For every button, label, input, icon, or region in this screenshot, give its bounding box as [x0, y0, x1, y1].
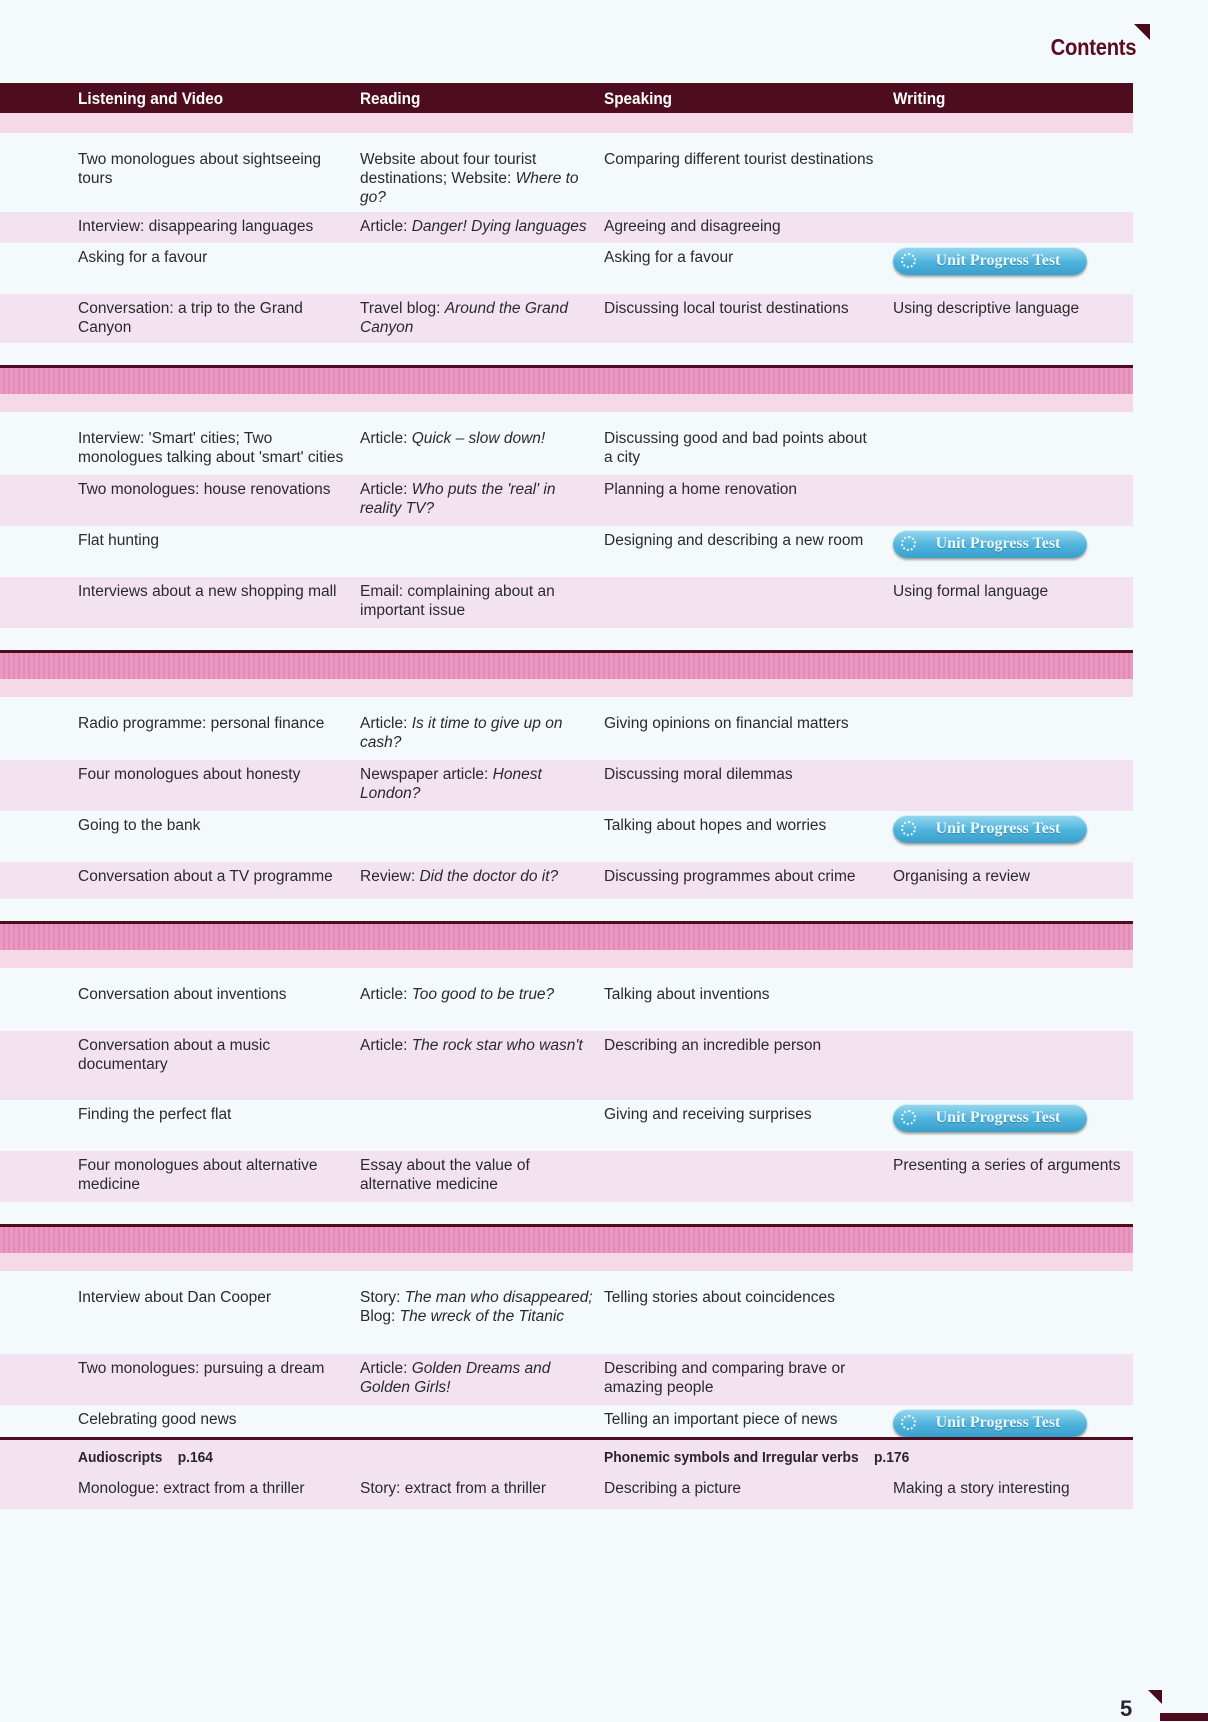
table-row	[0, 980, 1133, 1031]
writing-cell: Using descriptive language	[893, 300, 1080, 317]
table-row	[0, 811, 1133, 862]
reading-title: Too good to be true?	[411, 986, 555, 1003]
progress-icon	[901, 253, 916, 268]
speaking-cell: Talking about inventions	[604, 986, 770, 1003]
speaking-cell: Discussing good and bad points about a city	[604, 430, 867, 466]
audioscripts-page: p.164	[177, 1449, 213, 1466]
reading-cell	[360, 1479, 595, 1498]
reading-title: Danger! Dying languages	[411, 218, 587, 235]
table-row	[0, 294, 1133, 343]
reading-text: Article:	[360, 218, 412, 235]
bottom-bar	[1160, 1713, 1208, 1721]
reading-text: Review:	[360, 868, 420, 885]
reading-cell	[360, 765, 595, 803]
table-row	[0, 1031, 1133, 1100]
reading-text: Story: extract from a thriller	[360, 1480, 547, 1497]
listening-cell: Conversation about inventions	[78, 986, 287, 1003]
unit-band	[0, 113, 1133, 133]
contents-table	[0, 83, 1133, 1509]
listening-cell: Two monologues about sightseeing tours	[78, 151, 321, 187]
listening-cell: Interviews about a new shopping mall	[78, 583, 337, 600]
unit-block	[0, 343, 1133, 628]
reading-text: Article:	[360, 715, 412, 732]
speaking-cell: Telling an important piece of news	[604, 1411, 838, 1428]
phonemic-symbols-label: Phonemic symbols and Irregular verbs	[604, 1449, 859, 1466]
unit-progress-test-label: Unit Progress Test	[935, 1109, 1061, 1126]
table-row	[0, 243, 1133, 294]
progress-icon	[901, 536, 916, 551]
progress-icon	[901, 1110, 916, 1125]
reading-title: The wreck of the Titanic	[399, 1308, 565, 1325]
unit-band	[0, 368, 1133, 394]
reading-cell	[360, 480, 595, 518]
unit-progress-test-button[interactable]	[893, 247, 1087, 275]
spacer	[0, 697, 1133, 709]
speaking-cell: Discussing programmes about crime	[604, 868, 856, 885]
listening-cell: Interview: disappearing languages	[78, 218, 314, 235]
table-row	[0, 709, 1133, 760]
spacer	[0, 412, 1133, 424]
listening-cell: Celebrating good news	[78, 1411, 237, 1428]
reading-text: Article:	[360, 481, 412, 498]
listening-cell: Going to the bank	[78, 817, 201, 834]
listening-cell: Conversation about a TV programme	[78, 868, 333, 885]
reading-cell	[360, 867, 595, 886]
unit-progress-test-button[interactable]	[893, 1104, 1087, 1132]
unit-block	[0, 899, 1133, 1202]
reading-title: Is it time to give up on cash?	[360, 715, 563, 751]
table-row	[0, 1151, 1133, 1202]
reading-title: Quick – slow down!	[411, 430, 546, 447]
progress-icon	[901, 1415, 916, 1430]
spacer	[0, 628, 1133, 650]
listening-cell: Interview: 'Smart' cities; Two monologues talking about 'smart' cities	[78, 430, 344, 466]
speaking-cell: Describing a picture	[604, 1480, 741, 1497]
speaking-cell: Designing and describing a new room	[604, 532, 864, 549]
unit-progress-test-label: Unit Progress Test	[935, 820, 1061, 837]
listening-cell: Flat hunting	[78, 532, 159, 549]
speaking-cell: Planning a home renovation	[604, 481, 798, 498]
spacer	[0, 899, 1133, 921]
writing-cell: Organising a review	[893, 868, 1030, 885]
listening-cell: Two monologues: house renovations	[78, 481, 331, 498]
reading-cell	[360, 299, 595, 337]
reading-text: Story:	[360, 1289, 405, 1306]
spacer	[0, 1202, 1133, 1224]
unit-progress-test-label: Unit Progress Test	[935, 1414, 1061, 1431]
unit-band	[0, 1227, 1133, 1253]
reading-text: Email: complaining about an important issue	[360, 583, 555, 619]
spacer	[0, 133, 1133, 145]
page-title: Contents	[1050, 34, 1136, 60]
reading-text: Article:	[360, 430, 412, 447]
speaking-cell: Giving opinions on financial matters	[604, 715, 849, 732]
reading-cell	[360, 582, 595, 620]
unit-progress-test-button[interactable]	[893, 1409, 1087, 1437]
listening-cell: Conversation about a music documentary	[78, 1037, 271, 1073]
reading-title: Golden Dreams and Golden Girls!	[360, 1360, 551, 1396]
table-row	[0, 1474, 1133, 1509]
listening-cell: Four monologues about honesty	[78, 766, 301, 783]
speaking-cell: Discussing local tourist destinations	[604, 300, 849, 317]
page-corner-marker	[1148, 1690, 1162, 1704]
column-header-speaking: Speaking	[604, 89, 673, 108]
reading-cell	[360, 1359, 595, 1397]
reading-title: Did the doctor do it?	[419, 868, 559, 885]
unit-progress-test-button[interactable]	[893, 815, 1087, 843]
page-number: 5	[1120, 1696, 1133, 1721]
table-row	[0, 475, 1133, 526]
listening-cell: Asking for a favour	[78, 249, 208, 266]
table-row	[0, 526, 1133, 577]
speaking-cell: Asking for a favour	[604, 249, 734, 266]
spacer	[0, 968, 1133, 980]
reading-text: Newspaper article:	[360, 766, 493, 783]
reading-title: Around the Grand Canyon	[360, 300, 568, 336]
speaking-cell: Comparing different tourist destinations	[604, 151, 874, 168]
progress-icon	[901, 821, 916, 836]
reading-text: Essay about the value of alternative medicine	[360, 1157, 530, 1193]
reading-text: Article:	[360, 1037, 412, 1054]
speaking-cell: Describing an incredible person	[604, 1037, 822, 1054]
unit-subband	[0, 950, 1133, 968]
speaking-cell: Telling stories about coincidences	[604, 1289, 835, 1306]
unit-subband	[0, 394, 1133, 412]
reading-text: Article:	[360, 1360, 412, 1377]
listening-cell: Two monologues: pursuing a dream	[78, 1360, 325, 1377]
unit-block	[0, 628, 1133, 899]
column-header-listening: Listening and Video	[78, 89, 224, 108]
reading-text: Article:	[360, 986, 412, 1003]
table-row	[0, 760, 1133, 811]
spacer	[0, 1271, 1133, 1283]
unit-band	[0, 653, 1133, 679]
table-row	[0, 145, 1133, 212]
speaking-cell: Talking about hopes and worries	[604, 817, 827, 834]
speaking-cell: Describing and comparing brave or amazing people	[604, 1360, 846, 1396]
unit-progress-test-button[interactable]	[893, 530, 1087, 558]
reading-cell	[360, 714, 595, 752]
writing-cell: Using formal language	[893, 583, 1049, 600]
reading-cell	[360, 1156, 595, 1194]
column-header-writing: Writing	[893, 89, 946, 108]
table-row	[0, 577, 1133, 628]
listening-cell: Interview about Dan Cooper	[78, 1289, 272, 1306]
reading-cell	[360, 429, 595, 448]
listening-cell: Radio programme: personal finance	[78, 715, 325, 732]
reading-cell	[360, 1288, 595, 1326]
reading-cell	[360, 985, 595, 1004]
audioscripts-link[interactable]	[78, 1449, 213, 1466]
unit-block	[0, 113, 1133, 343]
phonemic-symbols-link[interactable]	[604, 1449, 909, 1466]
speaking-cell: Agreeing and disagreeing	[604, 218, 781, 235]
reading-cell	[360, 217, 595, 236]
reading-text: Blog:	[360, 1308, 400, 1325]
phonemic-symbols-page: p.176	[873, 1449, 910, 1466]
listening-cell: Monologue: extract from a thriller	[78, 1480, 305, 1497]
speaking-cell: Giving and receiving surprises	[604, 1106, 812, 1123]
reading-cell	[360, 150, 595, 207]
unit-subband	[0, 1253, 1133, 1271]
reading-title: The rock star who wasn't	[411, 1037, 583, 1054]
reading-title: Who puts the 'real' in reality TV?	[360, 481, 556, 517]
table-row	[0, 212, 1133, 243]
reading-cell	[360, 1036, 595, 1055]
reading-title: Honest London?	[360, 766, 542, 802]
writing-cell: Presenting a series of arguments	[893, 1157, 1121, 1174]
unit-band	[0, 924, 1133, 950]
unit-subband	[0, 679, 1133, 697]
table-row	[0, 1100, 1133, 1151]
corner-marker	[1134, 24, 1150, 40]
table-row	[0, 1283, 1133, 1354]
listening-cell: Conversation: a trip to the Grand Canyon	[78, 300, 303, 336]
reading-title: The man who disappeared;	[404, 1289, 593, 1306]
spacer	[0, 343, 1133, 365]
reading-text: Website about four tourist destinations; Website:	[360, 151, 537, 187]
table-header	[0, 83, 1133, 113]
unit-progress-test-label: Unit Progress Test	[935, 535, 1061, 552]
table-row	[0, 862, 1133, 899]
reading-text: Travel blog:	[360, 300, 445, 317]
table-row	[0, 1354, 1133, 1405]
speaking-cell: Discussing moral dilemmas	[604, 766, 793, 783]
reading-title: Where to go?	[360, 170, 579, 206]
listening-cell: Four monologues about alternative medicine	[78, 1157, 318, 1193]
table-row	[0, 424, 1133, 475]
listening-cell: Finding the perfect flat	[78, 1106, 232, 1123]
writing-cell: Making a story interesting	[893, 1480, 1070, 1497]
audioscripts-label: Audioscripts	[78, 1449, 163, 1466]
column-header-reading: Reading	[360, 89, 421, 108]
unit-progress-test-label: Unit Progress Test	[935, 252, 1061, 269]
